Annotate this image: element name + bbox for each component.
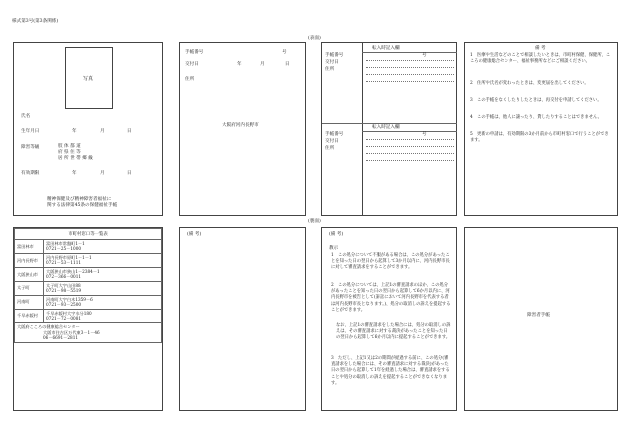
table-row	[15, 267, 162, 281]
photo-box	[65, 47, 113, 109]
issue-date-label: 交付日	[185, 62, 199, 67]
back-remarks-title-2: (備 考)	[329, 232, 344, 237]
office-name: 富田林市	[15, 240, 44, 254]
back-panel-instructions	[321, 227, 457, 411]
office-name: 河内長野市	[15, 253, 44, 267]
photo-label: 写真	[83, 76, 94, 82]
table-row	[15, 281, 162, 295]
grade-line-2: 府 県 住 等	[58, 150, 81, 155]
table-row	[15, 253, 162, 267]
form-label: 様式第3号(第3条関係)	[12, 19, 59, 24]
back-panel-offices	[13, 227, 163, 411]
transfer-notebook-no-unit-2: 号	[422, 132, 427, 137]
instruction-1: 1 この処分について不服がある場合は、この処分があったことを知った日の翌日から起算して3か月以内に、河内長野市長に対して審査請求をすることができます。	[331, 253, 450, 271]
issue-day-unit: 日	[285, 62, 290, 67]
back-panel-cover	[464, 227, 618, 411]
birth-month-unit: 月	[100, 129, 105, 134]
transfer-issue-date-label-2: 交付日	[325, 139, 339, 144]
transfer-title-1: 転入時記入欄	[372, 46, 400, 51]
issuer-name: 大阪府河内長野市	[222, 123, 259, 128]
front-panel-transfer	[321, 42, 457, 216]
remark-3: 3 この手帳をなくしたりしたときは、再交付を申請してください。	[470, 98, 602, 103]
office-address: 河内長野市原町1－1－1	[46, 254, 92, 260]
birth-year-unit: 年	[72, 129, 77, 134]
office-table-title: 市町村窓口等一覧表	[15, 229, 162, 240]
front-label: (表面)	[308, 36, 321, 41]
disability-grade-label: 障害等級	[21, 145, 40, 150]
office-phone: 0721－98－5519	[46, 288, 82, 294]
notebook-no-label: 手帳番号	[185, 50, 204, 55]
dotted-line	[366, 67, 454, 68]
back-label: (裏面)	[308, 219, 321, 224]
table-row	[15, 309, 162, 323]
dotted-line	[366, 81, 454, 82]
dotted-line	[366, 74, 454, 75]
dotted-line	[366, 60, 454, 61]
office-name: 河南町	[15, 295, 44, 309]
remark-1: 1 医療や生活などのことで相談したいときは、市町村保健、保健所、こころの健康総合センター、福祉事務所などにご相談ください。	[470, 53, 611, 65]
law-text-2: 関する法律第45条の保健福祉手帳	[47, 203, 118, 208]
remark-4: 4 この手帳は、他人に譲ったり、貸したりすることはできません。	[470, 115, 602, 120]
back-panel-remarks-blank	[179, 227, 306, 411]
expiry-year-unit: 年	[72, 171, 77, 176]
office-name: 太子町	[15, 281, 44, 295]
grade-line-3: 居 所 世 帯 郷 級	[58, 156, 93, 161]
remarks-title: 備 考	[535, 46, 546, 51]
center-detail	[15, 323, 162, 342]
instruction-3: 3 ただし、上記1又は2の期間が経過する前に、この処分(審査請求をした場合には、その審査請求に対する裁決)があった日の翌日から起算して1年を経過した場合は、審査請求をすることや処分の取消しの訴えを提起することができなくなります。	[331, 356, 450, 386]
expiry-month-unit: 月	[100, 171, 105, 176]
office-detail	[44, 267, 162, 281]
office-phone: 0721－72－0081	[46, 315, 82, 321]
table-row	[15, 240, 162, 254]
law-text-1: 精神保健及び精神障害者福祉に	[47, 197, 112, 202]
rule	[322, 123, 457, 124]
office-detail	[44, 295, 162, 309]
office-address: 大阪狭山市狭山1－2384－1	[46, 268, 100, 274]
dotted-line	[366, 146, 454, 147]
remark-2: 2 住所や氏名が変わったときは、変更届を出してください。	[470, 81, 589, 86]
table-row	[15, 295, 162, 309]
office-detail	[44, 253, 162, 267]
birth-day-unit: 日	[127, 129, 132, 134]
remark-5: 5 更新の申請は、有効期限の3か月前から市町村窓口で行うことができます。	[470, 132, 609, 144]
front-panel-notebook	[179, 42, 306, 216]
office-phone: 0721－93－2500	[46, 302, 82, 308]
transfer-address-label: 住所	[325, 67, 335, 72]
office-phone: 0721－25－1000	[46, 246, 82, 252]
center-address: 大阪市住吉区万代東3－1－46	[43, 329, 100, 335]
dotted-line	[366, 139, 454, 140]
notebook-no-unit: 号	[282, 50, 287, 55]
office-phone: 0721－53－1111	[46, 260, 82, 266]
dotted-line	[366, 153, 454, 154]
office-address: 太子町大字山田88	[46, 282, 81, 288]
address-label: 住所	[185, 77, 195, 82]
office-address: 河南町大字白木1359－6	[46, 296, 93, 302]
office-phone: 072－366－0011	[46, 274, 82, 280]
instructions-subtitle: 教示	[329, 246, 339, 251]
transfer-address-label-2: 住所	[325, 146, 335, 151]
office-table	[14, 228, 162, 343]
instruction-2-note: なお、上記1の審査請求をした場合には、処分の取消しの訴えは、その審査請求に対する裁決があったことを知った日の翌日から起算して6か月以内に提起することができます。	[336, 323, 451, 341]
office-name: 千早赤阪村	[15, 309, 44, 323]
name-label: 氏名	[21, 114, 31, 119]
office-address: 千早赤阪村大字水分180	[46, 310, 92, 316]
transfer-notebook-no-label-2: 手帳番号	[325, 132, 344, 137]
office-detail	[44, 281, 162, 295]
transfer-notebook-no-label: 手帳番号	[325, 53, 344, 58]
transfer-notebook-no-unit: 号	[422, 53, 427, 58]
transfer-title-2: 転入時記入欄	[372, 125, 400, 130]
rule	[362, 131, 457, 132]
front-panel-remarks	[464, 42, 618, 216]
issue-month-unit: 月	[260, 62, 265, 67]
expiry-label: 有効期限	[21, 171, 40, 176]
back-remarks-title-1: (備 考)	[187, 232, 202, 237]
transfer-divider	[362, 43, 363, 215]
office-detail	[44, 309, 162, 323]
center-phone: 06－6691－2811	[43, 335, 79, 341]
center-name: 大阪府こころの健康総合センター	[17, 324, 80, 330]
front-panel-identity	[13, 42, 163, 216]
office-name: 大阪狭山市	[15, 267, 44, 281]
expiry-day-unit: 日	[127, 171, 132, 176]
dotted-line	[366, 160, 454, 161]
grade-line-1: 肢 体 都 道	[58, 144, 81, 149]
office-address: 富田林市常盤町1－1	[46, 241, 85, 246]
instruction-2: 2 この処分については、上記1の審査請求のほか、この処分があったことを知った日の翌日から起算して6か月以内に、河内長野市を被告として(訴訟において河内長野市を代表する者は河内長野市長となります。)、処分の取消しの訴えを提起することができます。	[331, 283, 451, 313]
cover-label: 障害者手帳	[527, 313, 550, 318]
transfer-issue-date-label: 交付日	[325, 60, 339, 65]
table-row	[15, 323, 162, 342]
issue-year-unit: 年	[237, 62, 242, 67]
office-detail	[44, 240, 162, 254]
rule	[362, 52, 457, 53]
birth-label: 生年月日	[21, 129, 40, 134]
